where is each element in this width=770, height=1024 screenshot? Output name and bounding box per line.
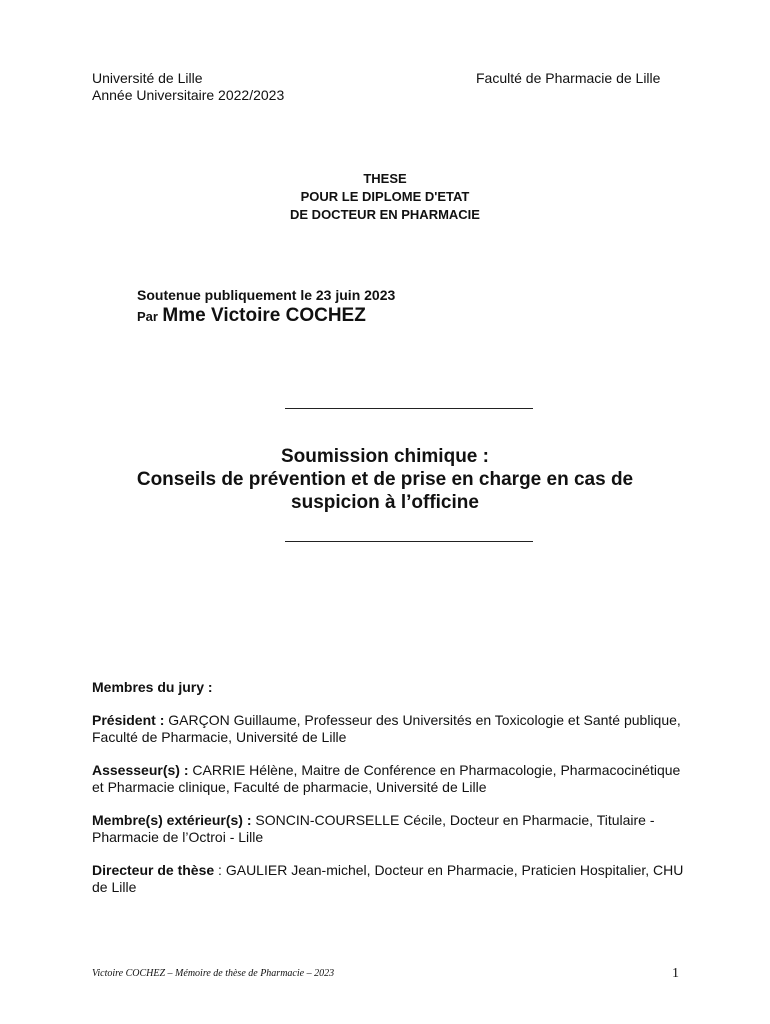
title-rule-top bbox=[285, 408, 533, 409]
thesis-title-line-2: Conseils de prévention et de prise en charge en cas de bbox=[136, 469, 634, 490]
jury-role: Assesseur(s) : bbox=[92, 762, 189, 778]
jury-description: SONCIN-COURSELLE Cécile, Docteur en Pharmacie, Titulaire - Pharmacie de l’Octroi - Lille bbox=[92, 812, 655, 845]
jury-heading: Membres du jury : bbox=[92, 679, 213, 695]
author-name: Mme Victoire COCHEZ bbox=[162, 305, 366, 326]
thesis-heading bbox=[0, 170, 770, 224]
thesis-title bbox=[0, 445, 770, 514]
thesis-title-line-3: suspicion à l’officine bbox=[291, 492, 479, 513]
jury-description: CARRIE Hélène, Maitre de Conférence en Pharmacologie, Pharmacocinétique et Pharmacie clinique, Faculté de pharmacie, Université de Lille bbox=[92, 762, 681, 795]
thesis-heading-line-3: DE DOCTEUR EN PHARMACIE bbox=[290, 207, 480, 222]
thesis-title-line-1: Soumission chimique : bbox=[281, 446, 489, 467]
jury-member-external bbox=[92, 812, 692, 846]
university-name: Université de Lille bbox=[92, 70, 203, 86]
jury-role: Membre(s) extérieur(s) : bbox=[92, 812, 252, 828]
defense-date: Soutenue publiquement le 23 juin 2023 bbox=[137, 287, 396, 303]
jury-description: : GAULIER Jean-michel, Docteur en Pharmacie, Praticien Hospitalier, CHU de Lille bbox=[92, 862, 684, 895]
jury-role: Directeur de thèse bbox=[92, 862, 215, 878]
academic-year: Année Universitaire 2022/2023 bbox=[92, 87, 285, 103]
by-label: Par bbox=[137, 309, 158, 324]
jury-member-president bbox=[92, 712, 692, 746]
title-rule-bottom bbox=[285, 541, 533, 542]
thesis-heading-line-1: THESE bbox=[363, 171, 407, 186]
page-number: 1 bbox=[672, 966, 679, 981]
thesis-heading-line-2: POUR LE DIPLOME D'ETAT bbox=[300, 189, 470, 204]
jury-role: Président : bbox=[92, 712, 165, 728]
footer-text: Victoire COCHEZ – Mémoire de thèse de Pharmacie – 2023 bbox=[92, 968, 335, 979]
author-line bbox=[137, 305, 366, 327]
jury-description: GARÇON Guillaume, Professeur des Universités en Toxicologie et Santé publique, Faculté de Pharmacie, Université de Lille bbox=[92, 712, 681, 745]
jury-member-assessor bbox=[92, 762, 692, 796]
header-left bbox=[92, 70, 284, 104]
faculty-name: Faculté de Pharmacie de Lille bbox=[476, 70, 661, 86]
jury-member-director bbox=[92, 862, 692, 896]
